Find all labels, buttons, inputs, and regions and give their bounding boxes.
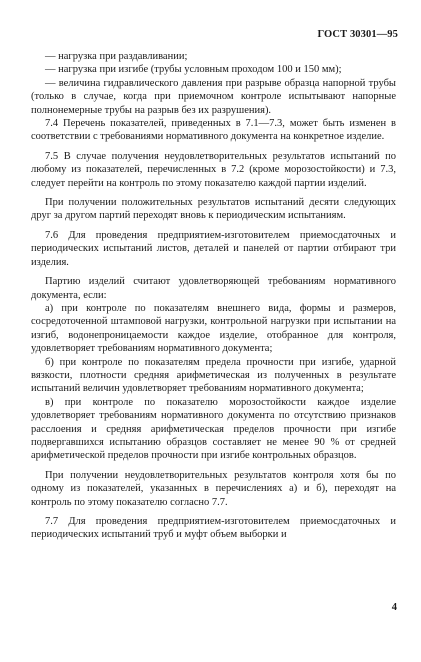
list-item-crush-load: — нагрузка при раздавливании;: [45, 51, 188, 62]
page-number: 4: [391, 602, 397, 613]
condition-a: а) при контроле по показателям внешнего вида, формы и размеров, сосредоточенной штамповой нагрузки, контрольной нагрузки при испытании на изгиб, водонепроницаемости каждое изделие, отобранное для контроля, удовлетворяет требованиям нормативного документа;: [31, 302, 396, 355]
document-body: [31, 50, 396, 542]
clause-7-6: 7.6 Для проведения предприятием-изготовителем приемосдаточных и периодических испытаний листов, деталей и панелей от партии отбирают три изделия.: [31, 229, 396, 268]
clause-7-7: 7.7 Для проведения предприятием-изготовителем приемосдаточных и периодических испытаний труб и муфт объем выборки и: [31, 516, 396, 541]
clause-7-6-condition: Партию изделий считают удовлетворяющей требованиям нормативного документа, если:: [31, 276, 396, 301]
condition-b: б) при контроле по показателям предела прочности при изгибе, ударной вязкости, плотности средняя арифметическая из полученных в результате испытаний величин удовлетворяет требованиям нормативного документа;: [31, 356, 396, 395]
list-item-bend-load: — нагрузка при изгибе (трубы условным проходом 100 и 150 мм);: [45, 64, 342, 76]
list-item-hydraulic-pressure: — величина гидравлического давления при разрыве образца напорной трубы (только в случае, когда при приемочном контроле испытывают напорные полнонемерные трубы на разрыв без их разрушения).: [31, 77, 396, 116]
clause-7-5-continued: При получении положительных результатов испытаний десяти следующих друг за другом партий переходят вновь к периодическим испытаниям.: [31, 197, 396, 222]
clause-7-4: 7.4 Перечень показателей, приведенных в 7.1—7.3, может быть изменен в соответствии с требованиями нормативного документа на конкретное изделие.: [31, 118, 396, 143]
condition-c: в) при контроле по показателю морозостойкости каждое изделие удовлетворяет требованиям нормативного документа по отсутствию признаков расслоения и средняя арифметическая пределов прочности при изгибе подвергавшихся испытанию образцов составляет не менее 90 % от средней арифметической пределов прочности при изгибе контрольных образцов.: [31, 396, 396, 462]
clause-7-6-failure: При получении неудовлетворительных результатов контроля хотя бы по одному из показателей, указанных в перечислениях а) и б), переходят на контроль по этому показателю согласно 7.7.: [31, 469, 396, 508]
standard-header: ГОСТ 30301—95: [317, 29, 398, 40]
clause-7-5: 7.5 В случае получения неудовлетворительных результатов испытаний по любому из показателей, перечисленных в 7.2 (кроме морозостойкости) и 7.3, следует перейти на контроль по этому показателю каждой партии изделий.: [31, 150, 396, 189]
